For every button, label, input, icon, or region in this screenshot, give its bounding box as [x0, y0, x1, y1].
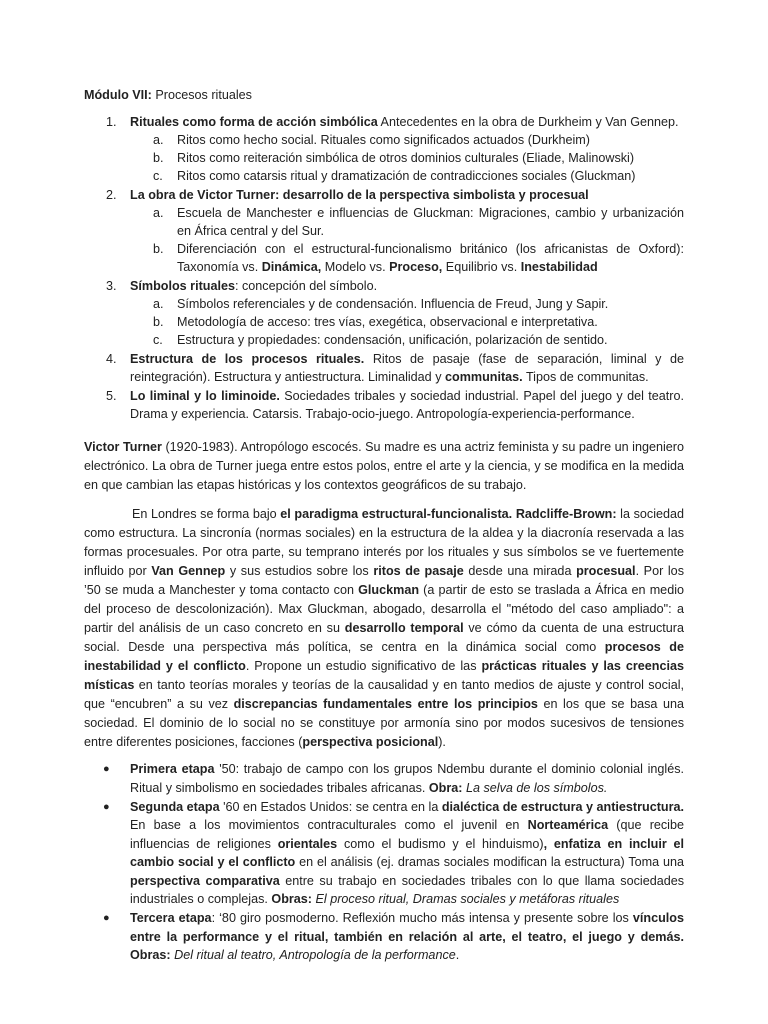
sub-text: Ritos como hecho social. Rituales como significados actuados (Durkheim): [177, 133, 590, 147]
stage-text: [130, 911, 684, 962]
text-run: en el análisis (ej. dramas sociales modifican la estructura) Toma una: [295, 855, 684, 869]
bold-text-run: Tercera etapa: [130, 911, 212, 925]
stage-item-1: [84, 760, 684, 797]
bold-text-run: , enfatiza en incluir el cambio social y el conflicto: [130, 836, 684, 869]
text-run: '50: trabajo de campo con los grupos Ndembu durante el dominio colonial inglés. Ritual y simbolismo en sociedades tribales africanas.: [130, 762, 684, 795]
sub-letter: a.: [153, 133, 164, 147]
sub-text: Estructura y propiedades: condensación, unificación, polarización de sentido.: [177, 333, 608, 347]
sub-letter: b.: [153, 242, 164, 256]
outline-heading: Rituales como forma de acción simbólica: [130, 115, 378, 129]
text-run: la sociedad como estructura. La sincronía (normas sociales) en la estructura de la aldea y la diacronía reservada a las formas procesuales. Por otra parte, su temprano interés por los rituales y sus símbolos se ve fuertemente influido por: [84, 507, 685, 578]
text-run: En base a los movimientos contraculturales como el juvenil en: [130, 818, 528, 832]
stages-list: [84, 760, 684, 965]
bullet-icon: ●: [103, 800, 110, 813]
bold-text-run: vínculos entre la performance y el ritual, también en relación al arte, el teatro, el juego y demás.: [130, 911, 684, 944]
module-title: [84, 86, 684, 104]
bold-text-run: Obras:: [130, 948, 171, 962]
bold-text-run: Gluckman: [358, 583, 420, 597]
sub-item: [130, 295, 684, 313]
text-run: ve cómo da cuenta de una estructura social. Desde una perspectiva más política, se centra en la dinámica social como: [84, 621, 684, 654]
outline-text-bold: communitas.: [445, 370, 523, 384]
text-run: desde una mirada: [463, 564, 577, 578]
outline-item-1: [84, 113, 684, 185]
text-run: . Por los ’50 se muda a Manchester y toma contacto con: [84, 564, 684, 597]
text-run: en los que se basa una sociedad. El dominio de lo social no se constituye por armonía sino por modos sucesivos de tensiones entre diferentes posiciones, facciones (: [84, 697, 684, 749]
text-run: '60 en Estados Unidos: se centra en la: [219, 799, 442, 814]
text-run: en tanto teorías morales y teorías de la causalidad y en tanto medios de ajuste y control social, que “encubren” a su vez: [84, 678, 684, 711]
text-run: ).: [438, 735, 446, 749]
sub-text: Escuela de Manchester e influencias de Gluckman: Migraciones, cambio y urbanización en África central y del Sur.: [177, 206, 684, 238]
bullet-icon: ●: [103, 763, 110, 775]
stage-text: [130, 800, 684, 907]
stage-item-2: [84, 798, 684, 909]
outline-text: Sociedades tribales y sociedad industrial. Papel del juego y del teatro. Drama y experiencia. Catarsis. Trabajo-ocio-juego. Antropología-experiencia-performance.: [130, 389, 684, 421]
bold-text-run: orientales: [277, 836, 338, 851]
bold-text-run: Radcliffe-Brown:: [515, 507, 617, 521]
sub-text: Ritos como catarsis ritual y dramatización de contradicciones sociales (Gluckman): [177, 169, 636, 183]
outline-number: 4.: [106, 352, 117, 366]
text-run: . Propone un estudio significativo de las: [245, 659, 482, 673]
sub-item: [130, 240, 684, 276]
sub-item: [130, 167, 684, 185]
module-title-label: Módulo VII:: [84, 88, 152, 102]
stage-item-3: [84, 909, 684, 965]
bold-text-run: Segunda etapa: [130, 799, 220, 814]
bullet-icon: ●: [103, 912, 110, 924]
text-run: entre su trabajo en sociedades tribales con lo que llama sociedades industriales o complejas.: [130, 873, 685, 906]
sub-letter: a.: [153, 297, 164, 311]
sub-letter: c.: [153, 333, 163, 347]
sub-list: [130, 204, 684, 276]
bold-text-run: procesual: [576, 564, 636, 578]
sub-text: Modelo vs.: [321, 260, 390, 274]
sub-letter: b.: [153, 151, 164, 165]
outline-item-2: [84, 186, 684, 276]
outline-heading: Símbolos rituales: [130, 279, 235, 293]
text-run: y sus estudios sobre los: [225, 564, 374, 578]
sub-list: [130, 295, 684, 349]
text-run: como el budismo y el hinduismo): [337, 836, 544, 851]
text-run: En Londres se forma bajo: [132, 507, 281, 521]
text-run: .: [455, 948, 460, 962]
text-run: : ‘80 giro posmoderno. Reflexión mucho más intensa y presente sobre los: [211, 911, 633, 925]
sub-item: [130, 204, 684, 240]
sub-list: [130, 131, 684, 185]
sub-item: [130, 313, 684, 331]
sub-item: [130, 149, 684, 167]
outline-text: Antecedentes en la obra de Durkheim y Van Gennep.: [377, 115, 679, 129]
bold-text-run: perspectiva posicional: [302, 735, 439, 749]
italic-text-run: Del ritual al teatro, Antropología de la performance: [174, 948, 456, 962]
outline-number: 1.: [106, 115, 117, 129]
outline-heading: Lo liminal y lo liminoide.: [130, 389, 280, 403]
module-title-text: Procesos rituales: [151, 88, 252, 102]
sub-text-bold: Inestabilidad: [520, 260, 598, 274]
bold-text-run: prácticas rituales y las creencias místicas: [84, 659, 685, 692]
sub-item: [130, 331, 684, 349]
sub-letter: b.: [153, 315, 164, 329]
sub-text: Metodología de acceso: tres vías, exegética, observacional e interpretativa.: [177, 315, 598, 329]
outline-heading: Estructura de los procesos rituales.: [130, 352, 365, 366]
outline-number: 3.: [106, 279, 117, 293]
outline-text: Ritos de pasaje (fase de separación, liminal y de reintegración). Estructura y antiestructura. Liminalidad y: [130, 352, 684, 384]
sub-text-bold: Proceso,: [389, 260, 443, 274]
sub-text: Diferenciación con el estructural-funcionalismo británico (los africanistas de Oxford): Taxonomía vs.: [177, 242, 684, 274]
bold-text-run: Primera etapa: [130, 762, 215, 776]
bold-text-run: dialéctica de estructura y antiestructura.: [441, 799, 685, 814]
bold-text-run: perspectiva comparativa: [130, 873, 280, 888]
outline-heading: La obra de Victor Turner: desarrollo de la perspectiva simbolista y procesual: [130, 188, 589, 202]
bold-text-run: Obras:: [271, 892, 312, 906]
biography-paragraph: [84, 438, 684, 495]
outline-item-3: [84, 277, 684, 349]
sub-text: Símbolos referenciales y de condensación. Influencia de Freud, Jung y Sapir.: [177, 297, 609, 311]
stage-text: [130, 762, 684, 795]
bold-text-run: desarrollo temporal: [344, 621, 464, 635]
sub-text-bold: Dinámica,: [261, 260, 322, 274]
sub-letter: c.: [153, 169, 163, 183]
sub-letter: a.: [153, 206, 164, 220]
bold-text-run: Van Gennep: [151, 564, 226, 578]
document-page: [84, 86, 684, 965]
sub-item: [130, 131, 684, 149]
outline-item-5: [84, 387, 684, 423]
bold-text-run: el paradigma estructural-funcionalista.: [280, 507, 513, 521]
topic-outline: [84, 113, 684, 423]
bold-text-run: discrepancias fundamentales entre los principios: [233, 697, 538, 711]
outline-text: : concepción del símbolo.: [234, 279, 378, 293]
italic-text-run: La selva de los símbolos.: [465, 780, 608, 795]
sub-text: Equilibrio vs.: [442, 260, 521, 274]
bold-text-run: ritos de pasaje: [373, 564, 464, 578]
sub-text: Ritos como reiteración simbólica de otros dominios culturales (Eliade, Malinowski): [177, 151, 635, 165]
paragraph-text: (1920-1983). Antropólogo escocés. Su madre es una actriz feminista y su padre un ingeniero electrónico. La obra de Turner juega entre estos polos, entre el arte y la ciencia, y se modifica en la medida en que cambian las etapas históricas y los contextos geográficos de su trabajo.: [84, 440, 684, 492]
text-run: (a partir de esto se traslada a África en medio del proceso de descolonización). Max Gluckman, abogado, desarrolla el "método del caso ampliado": a partir del análisis de un caso concreto en su: [84, 583, 684, 635]
text-run: (que recibe influencias de religiones: [130, 818, 684, 851]
outline-number: 5.: [106, 389, 117, 403]
bold-text-run: procesos de inestabilidad y el conflicto: [84, 640, 684, 673]
outline-item-4: [84, 350, 684, 386]
context-paragraph: [84, 505, 684, 752]
outline-text: Tipos de communitas.: [522, 370, 649, 384]
author-name: Victor Turner: [84, 440, 162, 454]
outline-number: 2.: [106, 188, 117, 202]
italic-text-run: El proceso ritual, Dramas sociales y metáforas rituales: [315, 892, 620, 906]
bold-text-run: Norteamérica: [527, 818, 609, 832]
bold-text-run: Obra:: [428, 780, 463, 795]
